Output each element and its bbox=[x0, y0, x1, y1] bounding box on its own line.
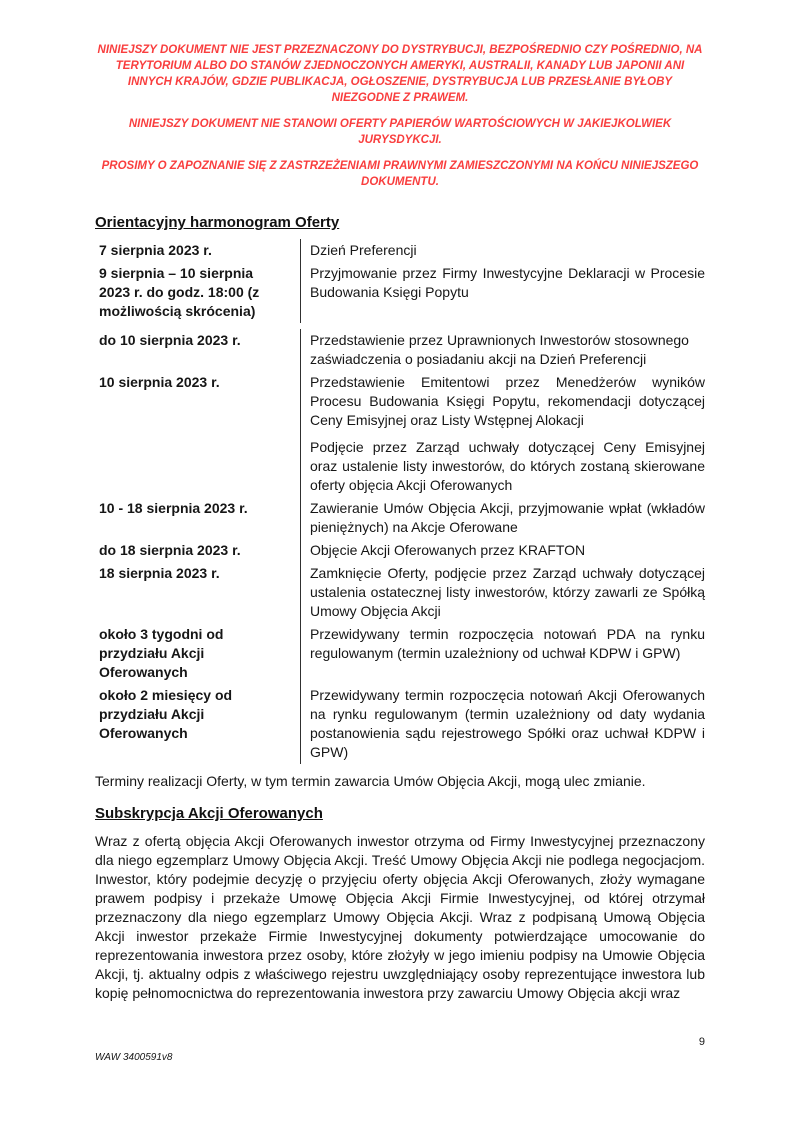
schedule-description-text: Przedstawienie Emitentowi przez Menedżerów wyników Procesu Budowania Księgi Popytu, rekomendacji dotyczącej Ceny Emisyjnej oraz Listy Wstępnej Alokacji bbox=[310, 374, 705, 428]
schedule-note: Terminy realizacji Oferty, w tym termin zawarcia Umów Objęcia Akcji, mogą ulec zmianie. bbox=[95, 773, 646, 789]
schedule-row-date: 9 sierpnia – 10 sierpnia 2023 r. do godz. 18:00 (z możliwością skrócenia) bbox=[99, 265, 260, 319]
schedule-row-date: 10 sierpnia 2023 r. bbox=[99, 374, 220, 390]
schedule-description-text: Dzień Preferencji bbox=[310, 242, 417, 258]
schedule-row-description bbox=[300, 623, 705, 684]
schedule-row-description bbox=[300, 262, 705, 323]
legal-disclaimer bbox=[95, 42, 705, 190]
schedule-table-segment-1 bbox=[95, 239, 705, 323]
schedule-description-text: Przewidywany termin rozpoczęcia notowań PDA na rynku regulowanym (termin uzależniony od uchwał KDPW i GPW) bbox=[310, 626, 705, 661]
schedule-row-description bbox=[300, 371, 705, 497]
schedule-row bbox=[95, 623, 705, 684]
disclaimer-paragraph-3: PROSIMY O ZAPOZNANIE SIĘ Z ZASTRZEŻENIAMI PRAWNYMI ZAMIESZCZONYMI NA KOŃCU NINIEJSZEGO DOKUMENTU. bbox=[101, 160, 699, 188]
schedule-row-date: około 3 tygodni od przydziału Akcji Oferowanych bbox=[99, 626, 224, 680]
schedule-row-description bbox=[300, 497, 705, 539]
schedule-row-date: do 18 sierpnia 2023 r. bbox=[99, 542, 241, 558]
schedule-row-date: do 10 sierpnia 2023 r. bbox=[99, 332, 241, 348]
page-number: 9 bbox=[698, 1036, 705, 1048]
disclaimer-paragraph-1: NINIEJSZY DOKUMENT NIE JEST PRZEZNACZONY DO DYSTRYBUCJI, BEZPOŚREDNIO CZY POŚREDNIO, NA TERYTORIUM ALBO DO STANÓW ZJEDNOCZONYCH AMERYKI, AUSTRALII, KANADY LUB JAPONII ANI INNYCH KRAJÓW, GDZIE PUBLIKACJA, OGŁOSZENIE, DYSTRYBUCJA LUB PRZESŁANIE BYŁOBY NIEZGODNE Z PRAWEM. bbox=[97, 44, 703, 104]
schedule-row bbox=[95, 371, 705, 497]
schedule-row bbox=[95, 684, 705, 764]
schedule-description-text: Objęcie Akcji Oferowanych przez KRAFTON bbox=[310, 542, 586, 558]
schedule-row bbox=[95, 239, 705, 262]
schedule-row-date: 18 sierpnia 2023 r. bbox=[99, 565, 220, 581]
schedule-description-text: Przewidywany termin rozpoczęcia notowań Akcji Oferowanych na rynku regulowanym (termin uzależniony od daty wydania postanowienia sądu rejestrowego Spółki oraz uchwał KDPW i GPW) bbox=[310, 687, 705, 760]
schedule-row-date: około 2 miesięcy od przydziału Akcji Oferowanych bbox=[99, 687, 233, 741]
schedule-row bbox=[95, 262, 705, 323]
schedule-row-description bbox=[300, 684, 705, 764]
schedule-row bbox=[95, 329, 705, 371]
schedule-description-text: Przedstawienie przez Uprawnionych Inwestorów stosownego zaświadczenia o posiadaniu akcji na Dzień Preferencji bbox=[310, 332, 689, 367]
schedule-row-date: 10 - 18 sierpnia 2023 r. bbox=[99, 500, 248, 516]
schedule-description-text: Podjęcie przez Zarząd uchwały dotyczącej Ceny Emisyjnej oraz ustalenie listy inwestorów, do których zostaną skierowane oferty objęcia Akcji Oferowanych bbox=[310, 439, 705, 493]
schedule-description-text: Zawieranie Umów Objęcia Akcji, przyjmowanie wpłat (wkładów pieniężnych) na Akcje Oferowane bbox=[310, 500, 705, 535]
disclaimer-paragraph-2: NINIEJSZY DOKUMENT NIE STANOWI OFERTY PAPIERÓW WARTOŚCIOWYCH W JAKIEJKOLWIEK JURYSDYKCJI. bbox=[128, 118, 672, 146]
schedule-row bbox=[95, 539, 705, 562]
schedule-row-description bbox=[300, 539, 705, 562]
schedule-row bbox=[95, 497, 705, 539]
schedule-row bbox=[95, 562, 705, 623]
schedule-description-text: Zamknięcie Oferty, podjęcie przez Zarząd uchwały dotyczącej ustalenia ostatecznej listy inwestorów, którzy zawarli ze Spółką Umowy Objęcia Akcji bbox=[310, 565, 705, 619]
schedule-table-segment-2 bbox=[95, 329, 705, 764]
subscription-body: Wraz z ofertą objęcia Akcji Oferowanych inwestor otrzyma od Firmy Inwestycyjnej przeznaczony dla niego egzemplarz Umowy Objęcia Akcji. Treść Umowy Objęcia Akcji nie podlega negocjacjom. Inwestor, który podejmie decyzję o przyjęciu oferty objęcia Akcji Oferowanych, złoży wymagane prawem podpisy i przekaże Umowę Objęcia Akcji Firmie Inwestycyjnej, od której otrzymał przeznaczony dla niego egzemplarz Umowy Objęcia Akcji. Wraz z podpisaną Umową Objęcia Akcji inwestor przekaże Firmie Inwestycyjnej dokumenty potwierdzające umocowanie do reprezentowania inwestora przez osoby, które złożyły w jego imieniu podpisy na Umowie Objęcia Akcji, tj. aktualny odpis z właściwego rejestru uwzględniający osoby reprezentujące inwestora lub kopię pełnomocnictwa do reprezentowania inwestora przy zawarciu Umowy Objęcia akcji wraz bbox=[95, 833, 705, 1001]
schedule-row-date: 7 sierpnia 2023 r. bbox=[99, 242, 212, 258]
schedule-row-description bbox=[300, 329, 705, 371]
schedule-heading: Orientacyjny harmonogram Oferty bbox=[95, 214, 340, 231]
schedule-row-description bbox=[300, 562, 705, 623]
footer-reference: WAW 3400591v8 bbox=[95, 1052, 173, 1063]
subscription-heading: Subskrypcja Akcji Oferowanych bbox=[95, 805, 323, 822]
schedule-row-description bbox=[300, 239, 705, 262]
schedule-description-text: Przyjmowanie przez Firmy Inwestycyjne Deklaracji w Procesie Budowania Księgi Popytu bbox=[310, 265, 705, 300]
